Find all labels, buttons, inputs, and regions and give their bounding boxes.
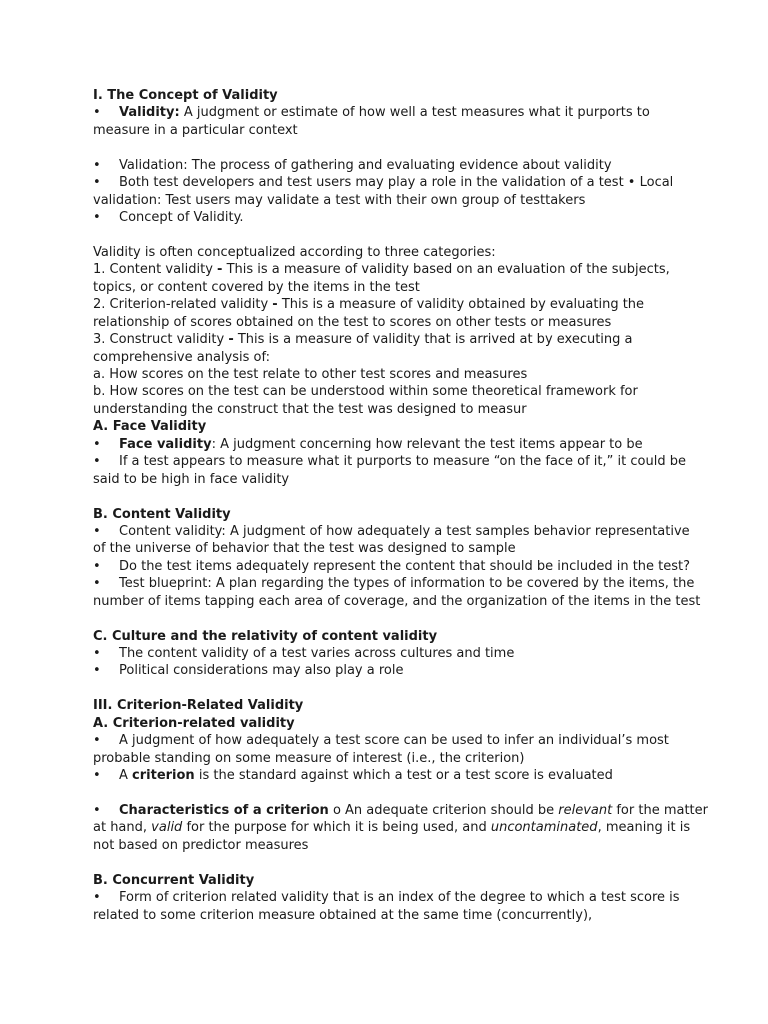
text-line: [93, 819, 693, 836]
bullet-item: [93, 767, 693, 784]
emphasis: valid: [151, 820, 183, 836]
bullet-item: [93, 209, 693, 226]
text-line: said to be high in face validity: [93, 471, 290, 487]
text-line: measure in a particular context: [93, 122, 298, 138]
text: , meaning it is: [597, 820, 691, 836]
bullet-item: [93, 575, 693, 592]
text: Test blueprint: A plan regarding the types of information to be covered by the items, the: [119, 576, 695, 592]
bullet-glyph: •: [93, 436, 101, 452]
text: Validation: The process of gathering and evaluating evidence about validity: [119, 157, 612, 173]
bullet-item: [93, 104, 693, 121]
text-line: topics, or content covered by the items in the test: [93, 279, 420, 295]
term: Validity:: [119, 105, 180, 121]
bullet-item: [93, 662, 693, 679]
text-line: number of items tapping each area of coverage, and the organization of the items in the test: [93, 593, 701, 609]
bullet-glyph: •: [93, 646, 101, 661]
bullet-glyph: •: [93, 733, 101, 749]
text: This is a measure of validity that is arrived at by executing a: [233, 332, 633, 348]
text: for the matter: [612, 802, 708, 818]
text-line: of the universe of behavior that the test was designed to sample: [93, 541, 516, 557]
text: If a test appears to measure what it purports to measure “on the face of it,” it could be: [119, 454, 686, 470]
section-heading: III. Criterion-Related Validity: [93, 698, 304, 714]
section-heading: B. Concurrent Validity: [93, 872, 255, 888]
bullet-glyph: •: [93, 157, 101, 173]
bullet-glyph: •: [93, 105, 101, 121]
text: Form of criterion related validity that is an index of the degree to which a test score is: [119, 890, 680, 906]
bullet-glyph: •: [93, 802, 101, 818]
document-page: [93, 87, 708, 924]
term: Characteristics of a criterion: [119, 802, 329, 818]
text-line: a. How scores on the test relate to other test scores and measures: [93, 367, 528, 382]
bullet-item: [93, 174, 693, 191]
bullet-glyph: •: [93, 890, 101, 906]
text-line: validation: Test users may validate a test with their own group of testtakers: [93, 192, 586, 208]
bullet-glyph: •: [93, 454, 101, 470]
text: A judgment or estimate of how well a test measures what it purports to: [179, 105, 650, 121]
term: criterion: [132, 768, 195, 784]
emphasis: relevant: [558, 802, 613, 818]
text-line: probable standing on some measure of interest (i.e., the criterion): [93, 750, 525, 766]
emphasis: uncontaminated: [490, 820, 598, 836]
dash: -: [217, 262, 223, 278]
text: This is a measure of validity obtained by evaluating the: [277, 297, 645, 313]
text: The content validity of a test varies across cultures and time: [119, 646, 515, 661]
text-line: comprehensive analysis of:: [93, 349, 270, 365]
bullet-item: [93, 558, 693, 575]
text: 3. Construct validity: [93, 332, 229, 348]
text-line: not based on predictor measures: [93, 837, 309, 853]
bullet-glyph: •: [93, 523, 101, 539]
text-line: understanding the construct that the test was designed to measur: [93, 401, 527, 417]
section-heading: I. The Concept of Validity: [93, 88, 278, 103]
bullet-item: [93, 889, 693, 906]
category-item: [93, 261, 693, 278]
bullet-glyph: •: [93, 663, 101, 679]
text: Concept of Validity.: [119, 210, 244, 226]
text: Both test developers and test users may play a role in the validation of a test • Local: [119, 175, 674, 191]
bullet-item: [93, 523, 693, 540]
text: Content validity: A judgment of how adequately a test samples behavior representative: [119, 523, 690, 539]
text-line: b. How scores on the test can be understood within some theoretical framework for: [93, 384, 638, 400]
bullet-glyph: •: [93, 576, 101, 592]
text: o An adequate criterion should be: [328, 802, 559, 818]
bullet-item: [93, 645, 693, 662]
bullet-item: [93, 453, 693, 470]
text-line: relationship of scores obtained on the test to scores on other tests or measures: [93, 314, 612, 330]
text: This is a measure of validity based on an evaluation of the subjects,: [222, 262, 670, 278]
bullet-glyph: •: [93, 558, 101, 574]
text: is the standard against which a test or a test score is evaluated: [194, 768, 613, 784]
bullet-item: [93, 157, 693, 174]
section-heading: A. Face Validity: [93, 419, 207, 435]
text: Political considerations may also play a role: [119, 663, 404, 679]
bullet-glyph: •: [93, 768, 101, 784]
text: at hand,: [93, 820, 152, 836]
bullet-item: [93, 732, 693, 749]
text: 2. Criterion-related validity: [93, 297, 273, 313]
text: A: [119, 768, 133, 784]
text-line: Validity is often conceptualized according to three categories:: [93, 244, 496, 260]
section-heading: C. Culture and the relativity of content validity: [93, 628, 438, 644]
category-item: [93, 331, 693, 348]
dash: -: [272, 297, 278, 313]
text: A judgment of how adequately a test score can be used to infer an individual’s most: [119, 733, 669, 749]
section-heading: B. Content Validity: [93, 506, 231, 522]
bullet-item: [93, 436, 693, 453]
text: : A judgment concerning how relevant the test items appear to be: [211, 436, 643, 452]
text-line: related to some criterion measure obtained at the same time (concurrently),: [93, 907, 593, 923]
dash: -: [228, 332, 234, 348]
bullet-glyph: •: [93, 175, 101, 191]
text: for the purpose for which it is being used, and: [182, 820, 491, 836]
term: Face validity: [119, 436, 212, 452]
bullet-item: [93, 802, 708, 819]
text: 1. Content validity: [93, 262, 218, 278]
text: Do the test items adequately represent the content that should be included in the test?: [119, 558, 691, 574]
bullet-glyph: •: [93, 210, 101, 226]
section-subheading: A. Criterion-related validity: [93, 715, 295, 731]
category-item: [93, 296, 693, 313]
